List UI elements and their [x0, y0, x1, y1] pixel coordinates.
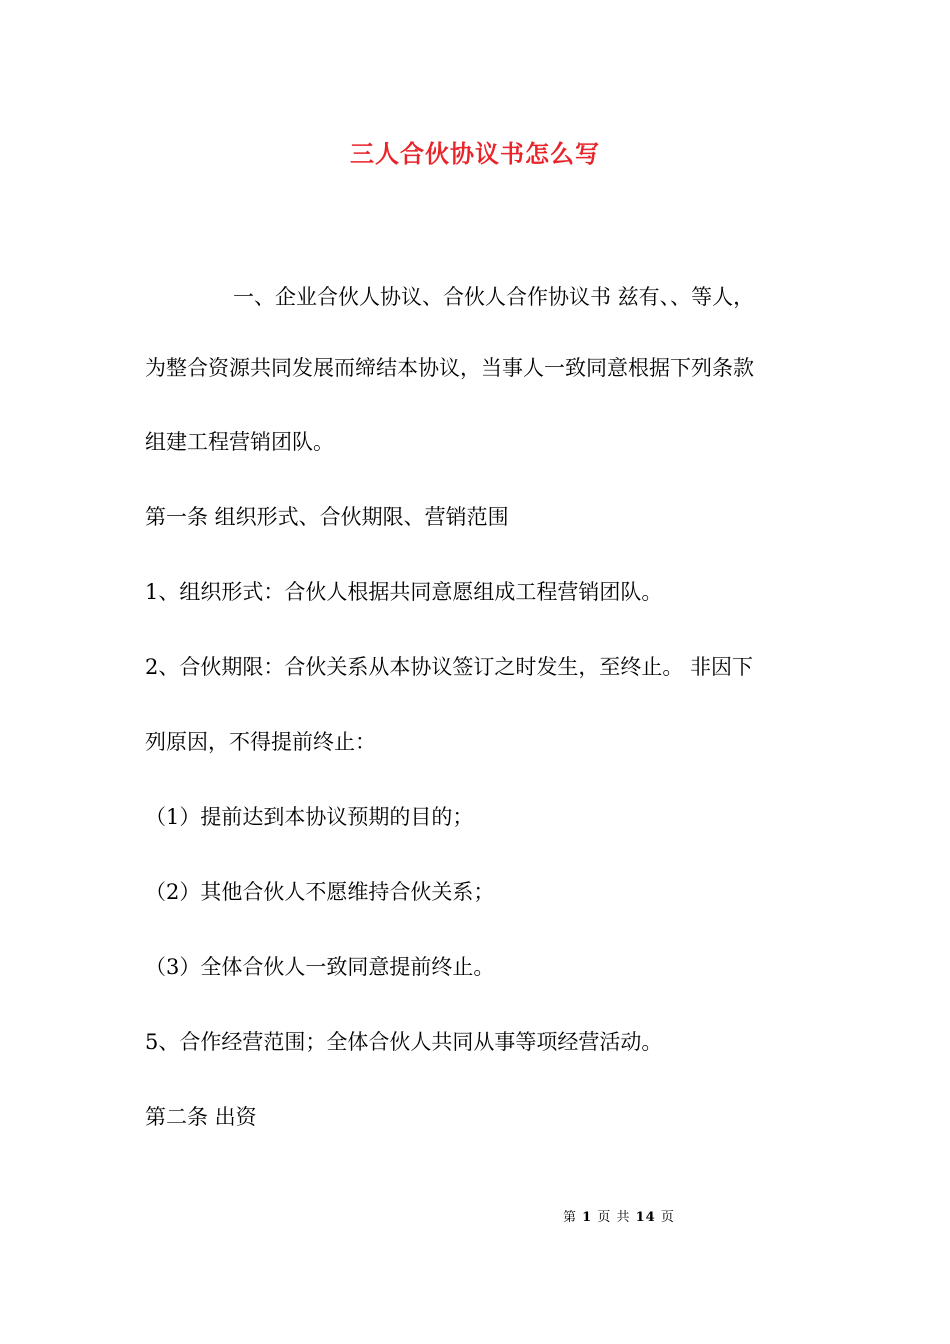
footer-prefix: 第: [563, 1210, 578, 1225]
list-item: （1）提前达到本协议预期的目的；: [145, 805, 474, 829]
article-heading: 第二条 出资: [145, 1105, 257, 1129]
paragraph-line: 2、合伙期限：合伙关系从本协议签订之时发生，至终止。 非因下: [145, 655, 754, 679]
total-page-count: 14: [635, 1210, 656, 1225]
page-footer: [563, 1208, 675, 1228]
current-page-number: 1: [582, 1210, 593, 1225]
footer-middle: 页 共: [597, 1210, 631, 1225]
footer-suffix: 页: [660, 1210, 675, 1225]
paragraph-line: 列原因，不得提前终止：: [145, 730, 376, 754]
paragraph-line: 1、组织形式：合伙人根据共同意愿组成工程营销团队。: [145, 580, 663, 604]
document-title: 三人合伙协议书怎么写: [350, 139, 600, 168]
list-item: （3）全体合伙人一致同意提前终止。: [145, 955, 495, 979]
paragraph-line: 为整合资源共同发展而缔结本协议，当事人一致同意根据下列条款: [145, 356, 754, 380]
paragraph-line: 5、合作经营范围；全体合伙人共同从事等项经营活动。: [145, 1030, 663, 1054]
article-heading: 第一条 组织形式、合伙期限、营销范围: [145, 505, 509, 529]
paragraph-line: 组建工程营销团队。: [145, 430, 334, 454]
paragraph-line: 一、企业合伙人协议、合伙人合作协议书 兹有、、等人，: [233, 285, 755, 309]
list-item: （2）其他合伙人不愿维持合伙关系；: [145, 880, 495, 904]
